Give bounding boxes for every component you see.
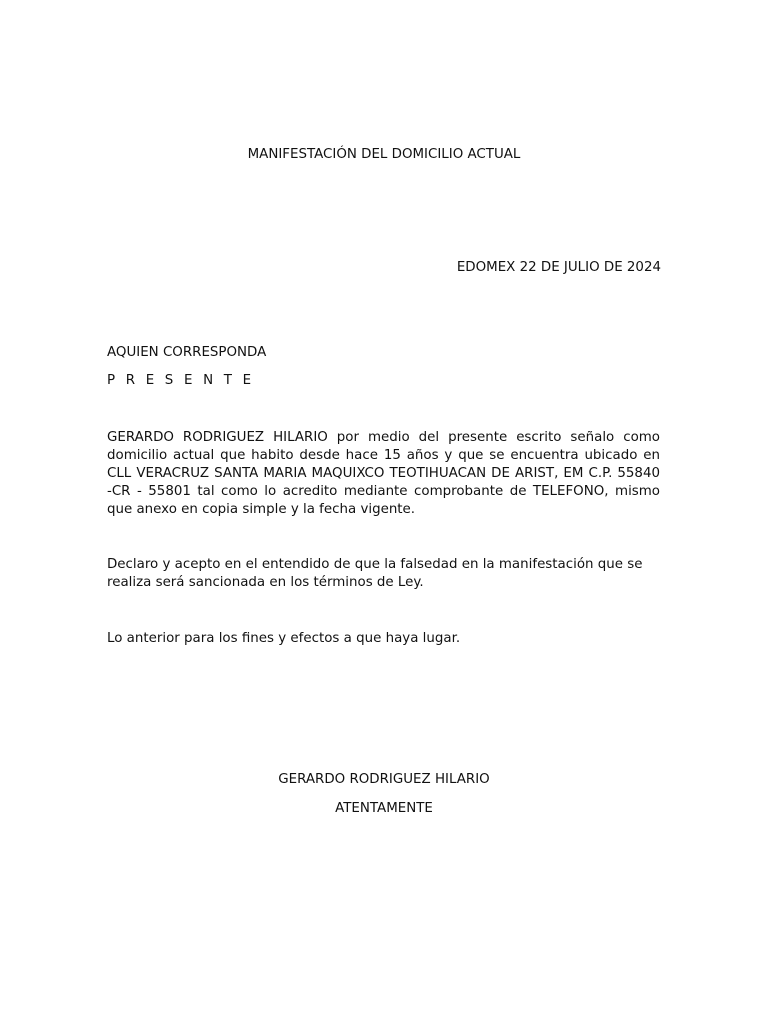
closing-text: ATENTAMENTE — [335, 801, 433, 816]
paragraph-declaration: Declaro y acepto en el entendido de que la falsedad en la manifestación que se realiza será sancionada en los términos de Ley. — [107, 557, 643, 590]
place-date: EDOMEX 22 DE JULIO DE 2024 — [456, 260, 661, 275]
addressee: AQUIEN CORRESPONDA — [107, 345, 267, 360]
paragraph-closing-purpose: Lo anterior para los fines y efectos a que haya lugar. — [107, 631, 461, 646]
signatory-name: GERARDO RODRIGUEZ HILARIO — [278, 772, 490, 787]
document-title: MANIFESTACIÓN DEL DOMICILIO ACTUAL — [247, 147, 521, 162]
paragraph-domicile-statement: GERARDO RODRIGUEZ HILARIO por medio del presente escrito señalo como domicilio actual que habito desde hace 15 años y que se encuentra ubicado en CLL VERACRUZ SANTA MARIA MAQUIXCO TEOTIHUACAN DE ARIST, EM C.P. 55840 -CR - 55801 tal como lo acredito mediante comprobante de TELEFONO, mismo que anexo en copia simple y la fecha vigente. — [107, 430, 660, 517]
presente-label: P R E S E N T E — [107, 373, 255, 388]
